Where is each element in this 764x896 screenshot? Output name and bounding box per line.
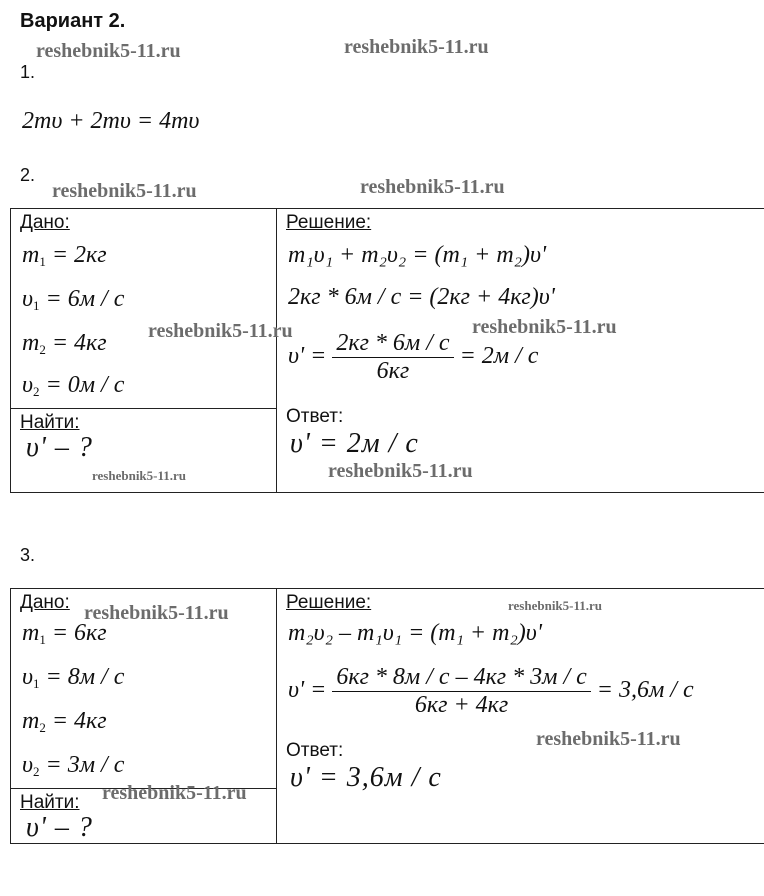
problem-2-number: 2. xyxy=(20,165,36,185)
page-title: Вариант 2. xyxy=(20,10,126,32)
problem-2-given-label: Дано: xyxy=(20,212,70,233)
watermark: reshebnik5-11.ru xyxy=(36,40,181,62)
problem-2-solution-label: Решение: xyxy=(286,212,372,233)
problem-3-given-v1: $\upsilon_1 = 8м / с$ xyxy=(22,664,125,691)
problem-3-find: υ' – ? xyxy=(26,812,93,843)
problem-3-solution-label: Решение: xyxy=(286,592,372,613)
problem-2-given-m2: $m_2 = 4кг$ xyxy=(22,330,107,357)
watermark: reshebnik5-11.ru xyxy=(84,602,229,624)
watermark: reshebnik5-11.ru xyxy=(508,598,603,613)
problem-1-number: 1. xyxy=(20,62,36,82)
problem-3-number: 3. xyxy=(20,545,36,565)
watermark: reshebnik5-11.ru xyxy=(102,782,247,804)
problem-1-equation: 2mυ + 2mυ = 4mυ xyxy=(22,108,200,134)
problem-2-answer-label: Ответ: xyxy=(286,406,344,427)
problem-3-solution-line2: υ' = $\frac{6кг * 8м / с - 4кг * 3м / с}{6кг + 4кг}$ = 3,6м / с xyxy=(288,664,694,718)
problem-2-find: υ' – ? xyxy=(26,432,93,463)
problem-3-find-label: Найти: xyxy=(20,792,80,813)
watermark: reshebnik5-11.ru xyxy=(148,320,293,342)
problem-2-given-v1: $\upsilon_1 = 6м / с$ xyxy=(22,286,125,313)
problem-2-given-m1: $m_1 = 2кг$ xyxy=(22,242,107,269)
problem-2-fraction: $\frac{2кг * 6м / с}{6кг}$ xyxy=(332,330,453,385)
watermark: reshebnik5-11.ru xyxy=(360,176,505,198)
problem-2-given-separator xyxy=(10,408,276,409)
problem-3-given-m1: $m_1 = 6кг$ xyxy=(22,620,107,647)
problem-3-given-label: Дано: xyxy=(20,592,70,613)
problem-2-solution-line3: υ' = $\frac{2кг * 6м / с}{6кг}$ = 2м / с xyxy=(288,330,539,384)
watermark: reshebnik5-11.ru xyxy=(52,180,197,202)
watermark: reshebnik5-11.ru xyxy=(472,316,617,338)
problem-3-solution-line1: m₂υ₂ – m₁υ₁ = (m₁ + m₂)υ' xyxy=(288,620,542,646)
problem-2-divider xyxy=(276,208,277,493)
problem-3-fraction: $\frac{6кг * 8м / с - 4кг * 3м / с}{6кг + 4кг}$ xyxy=(332,664,590,719)
watermark: reshebnik5-11.ru xyxy=(344,36,489,58)
problem-2-solution-line2: 2кг * 6м / с = (2кг + 4кг)υ' xyxy=(288,284,555,310)
problem-2-solution-line1: m₁υ₁ + m₂υ₂ = (m₁ + m₂)υ' xyxy=(288,242,547,268)
problem-2-given-v2: $\upsilon_2 = 0м / с$ xyxy=(22,372,125,399)
problem-3-answer-label: Ответ: xyxy=(286,740,344,761)
watermark: reshebnik5-11.ru xyxy=(536,728,681,750)
problem-3-answer: υ' = 3,6м / с xyxy=(290,762,442,793)
watermark: reshebnik5-11.ru xyxy=(92,468,187,483)
problem-2-answer: υ' = 2м / с xyxy=(290,428,419,459)
watermark: reshebnik5-11.ru xyxy=(328,460,473,482)
problem-3-given-m2: $m_2 = 4кг$ xyxy=(22,708,107,735)
problem-3-divider xyxy=(276,588,277,844)
problem-2-find-label: Найти: xyxy=(20,412,80,433)
problem-3-given-v2: $\upsilon_2 = 3м / с$ xyxy=(22,752,125,779)
